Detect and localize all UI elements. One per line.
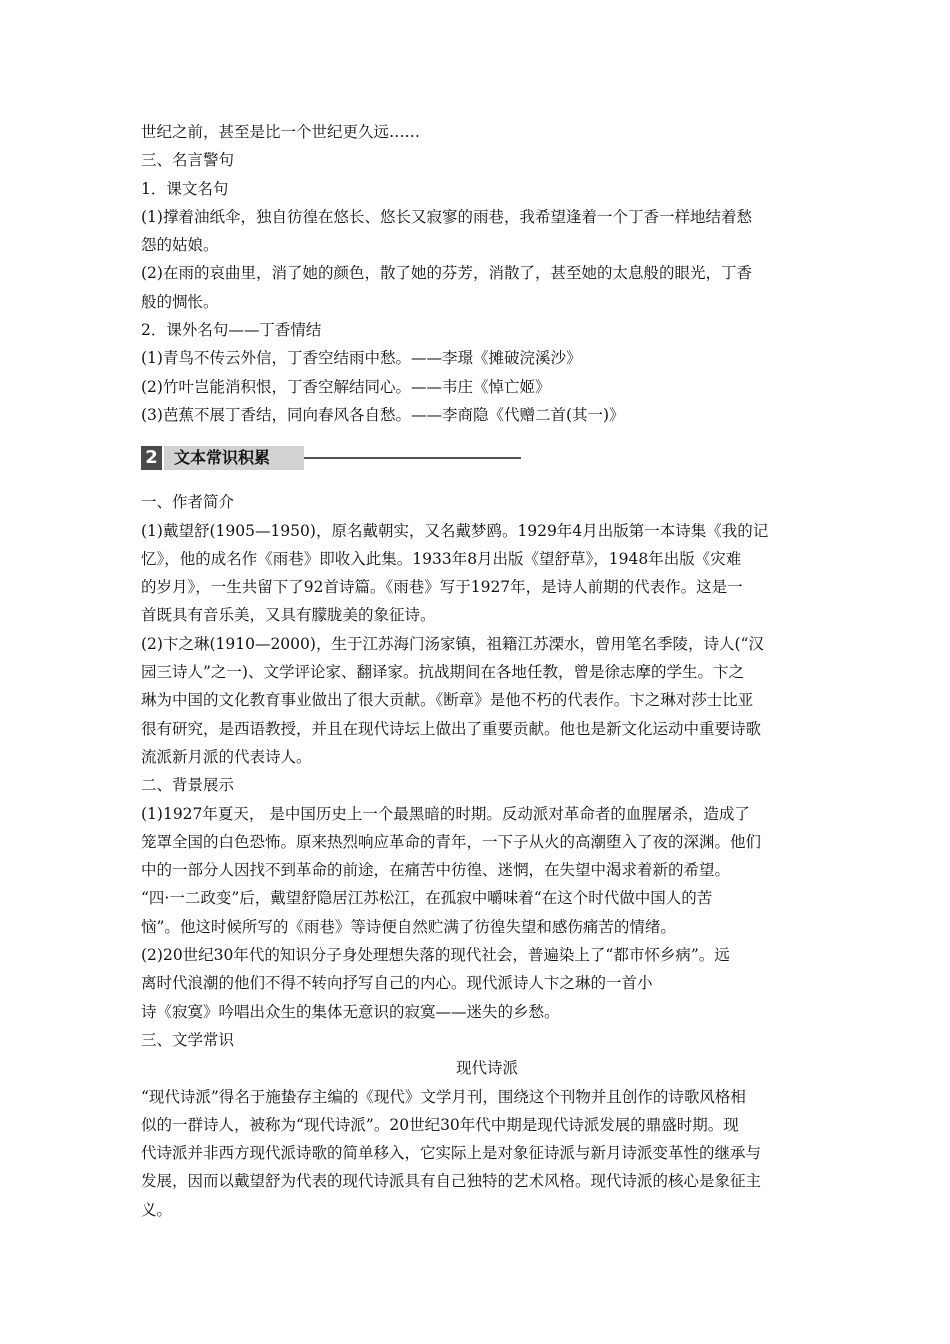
text-line: 般的惆怅。 xyxy=(141,292,219,311)
text-line: 笼罩全国的白色恐怖。原来热烈响应革命的青年，一下子从火的高潮堕入了夜的深渊。他们 xyxy=(141,832,762,851)
text-line: 园三诗人”之一)、文学评论家、翻译家。抗战期间在各地任教，曾是徐志摩的学生。卞之 xyxy=(141,663,744,682)
text-line: 很有研究，是西语教授，并且在现代诗坛上做出了重要贡献。他也是新文化运动中重要诗歌 xyxy=(141,719,762,738)
section-heading-quotes: 三、名言警句 xyxy=(141,151,235,170)
subheading-text-quotes: 1．课文名句 xyxy=(141,179,229,198)
text-line: (1)戴望舒(1905—1950)，原名戴朝实，又名戴梦鸥。1929年4月出版第一本诗集《我的记 xyxy=(141,521,769,540)
text-line: 诗《寂寞》吟唱出众生的集体无意识的寂寞——迷失的乡愁。 xyxy=(141,1002,560,1021)
quote-line: (2)竹叶岂能消积恨，丁香空解结同心。——韦庄《悼亡姬》 xyxy=(141,377,551,396)
text-line: 中的一部分人因找不到革命的前途，在痛苦中彷徨、迷惘，在失望中渴求着新的希望。 xyxy=(141,861,731,880)
section-divider xyxy=(304,457,521,459)
text-line: 离时代浪潮的他们不得不转向抒写自己的内心。现代派诗人卞之琳的一首小 xyxy=(141,974,653,993)
text-line: 怨的姑娘。 xyxy=(141,236,219,255)
section-number-badge: 2 xyxy=(141,446,162,470)
text-line: 似的一群诗人，被称为“现代诗派”。20世纪30年代中期是现代诗派发展的鼎盛时期。现 xyxy=(141,1115,739,1134)
text-line: 忆》，他的成名作《雨巷》即收入此集。1933年8月出版《望舒草》，1948年出版《灾难 xyxy=(141,549,742,568)
text-line: “四·一二政变”后，戴望舒隐居江苏松江，在孤寂中嚼味着“在这个时代做中国人的苦 xyxy=(141,889,713,908)
section-title: 文本常识积累 xyxy=(174,448,271,468)
text-line: 首既具有音乐美，又具有朦胧美的象征诗。 xyxy=(141,606,436,625)
section-heading-background: 二、背景展示 xyxy=(141,776,235,795)
section-title-bar xyxy=(164,446,304,470)
text-line: 的岁月》，一生共留下了92首诗篇。《雨巷》写于1927年，是诗人前期的代表作。这是一 xyxy=(141,578,743,597)
text-line: 琳为中国的文化教育事业做出了很大贡献。《断章》是他不朽的代表作。卞之琳对莎士比亚 xyxy=(141,691,754,710)
text-line: 义。 xyxy=(141,1200,173,1219)
subheading-extra-quotes: 2．课外名句——丁香情结 xyxy=(141,321,322,340)
literature-subtitle: 现代诗派 xyxy=(455,1059,518,1078)
text-line: “现代诗派”得名于施蛰存主编的《现代》文学月刊，围绕这个刊物并且创作的诗歌风格相 xyxy=(141,1087,746,1106)
section-banner xyxy=(141,442,813,474)
text-line: 世纪之前，甚至是比一个世纪更久远…… xyxy=(141,123,421,141)
section-heading-literature: 三、文学常识 xyxy=(141,1030,235,1049)
text-line: 恼”。他这时候所写的《雨巷》等诗便自然贮满了彷徨失望和感伤痛苦的情绪。 xyxy=(141,917,676,936)
text-line: (1)撑着油纸伞，独自彷徨在悠长、悠长又寂寥的雨巷，我希望逢着一个丁香一样地结着愁 xyxy=(141,207,752,226)
text-line: (2)卞之琳(1910—2000)，生于江苏海门汤家镇，祖籍江苏溧水，曾用笔名季陵，诗人(“汉 xyxy=(141,634,764,653)
text-line: (1)1927年夏天， 是中国历史上一个最黑暗的时期。反动派对革命者的血腥屠杀，造成了 xyxy=(141,804,750,823)
text-line: 发展，因而以戴望舒为代表的现代诗派具有自己独特的艺术风格。现代诗派的核心是象征主 xyxy=(141,1172,762,1191)
section-heading-author: 一、作者简介 xyxy=(141,493,235,512)
quote-line: (3)芭蕉不展丁香结，同向春风各自愁。——李商隐《代赠二首(其一)》 xyxy=(141,405,625,424)
text-line: (2)在雨的哀曲里，消了她的颜色，散了她的芬芳，消散了，甚至她的太息般的眼光，丁香 xyxy=(141,264,752,283)
text-line: (2)20世纪30年代的知识分子身处理想失落的现代社会，普遍染上了“都市怀乡病”。远 xyxy=(141,946,730,965)
document-page xyxy=(141,118,813,1224)
text-line: 代诗派并非西方现代派诗歌的简单移入，它实际上是对象征诗派与新月诗派变革性的继承与 xyxy=(141,1144,762,1163)
quote-line: (1)青鸟不传云外信，丁香空结雨中愁。——李璟《摊破浣溪沙》 xyxy=(141,349,582,368)
text-line: 流派新月派的代表诗人。 xyxy=(141,747,312,766)
